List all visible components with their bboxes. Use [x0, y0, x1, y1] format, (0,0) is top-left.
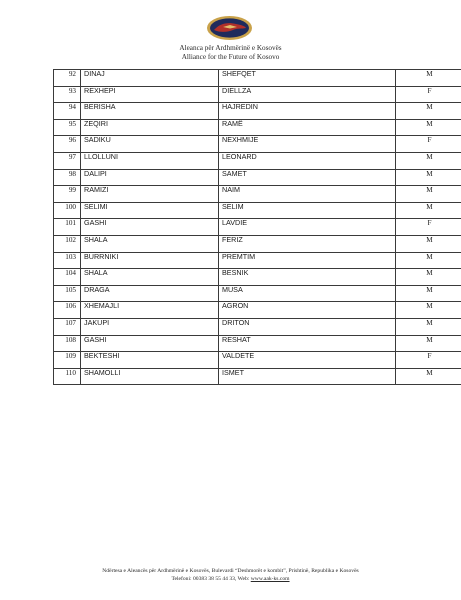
row-number: 96 — [54, 136, 81, 153]
row-number: 103 — [54, 252, 81, 269]
org-name-albanian: Aleanca për Ardhmërinë e Kosovës — [179, 44, 282, 52]
row-number: 108 — [54, 335, 81, 352]
row-first-name: SAMET — [219, 169, 396, 186]
row-surname: XHEMAJLI — [81, 302, 219, 319]
row-gender: M — [396, 368, 461, 385]
row-number: 105 — [54, 285, 81, 302]
row-surname: SHALA — [81, 269, 219, 286]
footer-contact — [0, 575, 461, 583]
row-number: 101 — [54, 219, 81, 236]
row-gender: M — [396, 335, 461, 352]
row-number: 93 — [54, 86, 81, 103]
row-gender: M — [396, 318, 461, 335]
row-gender: M — [396, 103, 461, 120]
row-surname: SHALA — [81, 235, 219, 252]
row-gender: M — [396, 269, 461, 286]
row-surname: REXHEPI — [81, 86, 219, 103]
row-first-name: SHEFQET — [219, 70, 396, 87]
row-number: 110 — [54, 368, 81, 385]
row-gender: F — [396, 219, 461, 236]
row-surname: SADIKU — [81, 136, 219, 153]
footer-address: Ndërtesa e Aleancës për Ardhmërinë e Kosovës, Bulevardi “Deshmorët e kombit”, Prishtinë, Republika e Kosovës — [102, 568, 359, 574]
row-gender: M — [396, 70, 461, 87]
row-first-name: NEXHMIJE — [219, 136, 396, 153]
row-number: 106 — [54, 302, 81, 319]
row-surname: DRAGA — [81, 285, 219, 302]
row-first-name: VALDETE — [219, 352, 396, 369]
row-gender: M — [396, 285, 461, 302]
row-first-name: BESNIK — [219, 269, 396, 286]
candidate-table-body — [54, 70, 461, 385]
row-gender: F — [396, 86, 461, 103]
row-gender: M — [396, 302, 461, 319]
row-first-name: AGRON — [219, 302, 396, 319]
table-row — [54, 368, 461, 385]
table-row — [54, 335, 461, 352]
footer-phone: Telefoni: 00383 38 55 44 33, — [171, 576, 237, 582]
table-row — [54, 235, 461, 252]
row-number: 109 — [54, 352, 81, 369]
row-surname: GASHI — [81, 335, 219, 352]
row-surname: DINAJ — [81, 70, 219, 87]
row-surname: JAKUPI — [81, 318, 219, 335]
table-row — [54, 186, 461, 203]
footer-web-label: Web: — [237, 576, 250, 582]
row-number: 95 — [54, 119, 81, 136]
row-first-name: FERIZ — [219, 235, 396, 252]
row-number: 104 — [54, 269, 81, 286]
table-row — [54, 219, 461, 236]
row-number: 94 — [54, 103, 81, 120]
table-row — [54, 302, 461, 319]
row-gender: M — [396, 152, 461, 169]
table-row — [54, 86, 461, 103]
table-row — [54, 103, 461, 120]
row-number: 99 — [54, 186, 81, 203]
table-row — [54, 252, 461, 269]
footer-web-link[interactable]: www.aak-ks.com — [250, 576, 290, 582]
row-surname: SELIMI — [81, 202, 219, 219]
row-first-name: ISMET — [219, 368, 396, 385]
row-gender: M — [396, 252, 461, 269]
row-gender: M — [396, 169, 461, 186]
table-row — [54, 169, 461, 186]
row-surname: ZEQIRI — [81, 119, 219, 136]
row-surname: SHAMOLLI — [81, 368, 219, 385]
row-gender: M — [396, 119, 461, 136]
row-surname: LLOLLUNI — [81, 152, 219, 169]
candidate-table — [53, 69, 461, 385]
row-gender: F — [396, 136, 461, 153]
row-first-name: NAIM — [219, 186, 396, 203]
row-first-name: LEONARD — [219, 152, 396, 169]
row-surname: BERISHA — [81, 103, 219, 120]
row-first-name: RAMË — [219, 119, 396, 136]
row-number: 92 — [54, 70, 81, 87]
row-number: 100 — [54, 202, 81, 219]
table-row — [54, 70, 461, 87]
row-surname: RAMIZI — [81, 186, 219, 203]
table-row — [54, 318, 461, 335]
row-first-name: MUSA — [219, 285, 396, 302]
table-row — [54, 352, 461, 369]
row-first-name: RESHAT — [219, 335, 396, 352]
party-logo — [206, 15, 253, 41]
row-first-name: SELIM — [219, 202, 396, 219]
row-number: 102 — [54, 235, 81, 252]
row-surname: GASHI — [81, 219, 219, 236]
row-number: 107 — [54, 318, 81, 335]
table-row — [54, 119, 461, 136]
table-row — [54, 202, 461, 219]
row-number: 98 — [54, 169, 81, 186]
row-surname: BEKTESHI — [81, 352, 219, 369]
row-first-name: PREMTIM — [219, 252, 396, 269]
table-row — [54, 152, 461, 169]
row-gender: M — [396, 186, 461, 203]
row-gender: M — [396, 235, 461, 252]
row-first-name: HAJREDIN — [219, 103, 396, 120]
row-gender: M — [396, 202, 461, 219]
table-row — [54, 136, 461, 153]
row-first-name: LAVDIE — [219, 219, 396, 236]
org-name-english: Alliance for the Future of Kosovo — [181, 53, 280, 61]
row-surname: BURRNIKI — [81, 252, 219, 269]
row-number: 97 — [54, 152, 81, 169]
row-gender: F — [396, 352, 461, 369]
party-emblem-icon — [206, 15, 253, 41]
table-row — [54, 269, 461, 286]
row-surname: DALIPI — [81, 169, 219, 186]
row-first-name: DIELLZA — [219, 86, 396, 103]
row-first-name: DRITON — [219, 318, 396, 335]
table-row — [54, 285, 461, 302]
